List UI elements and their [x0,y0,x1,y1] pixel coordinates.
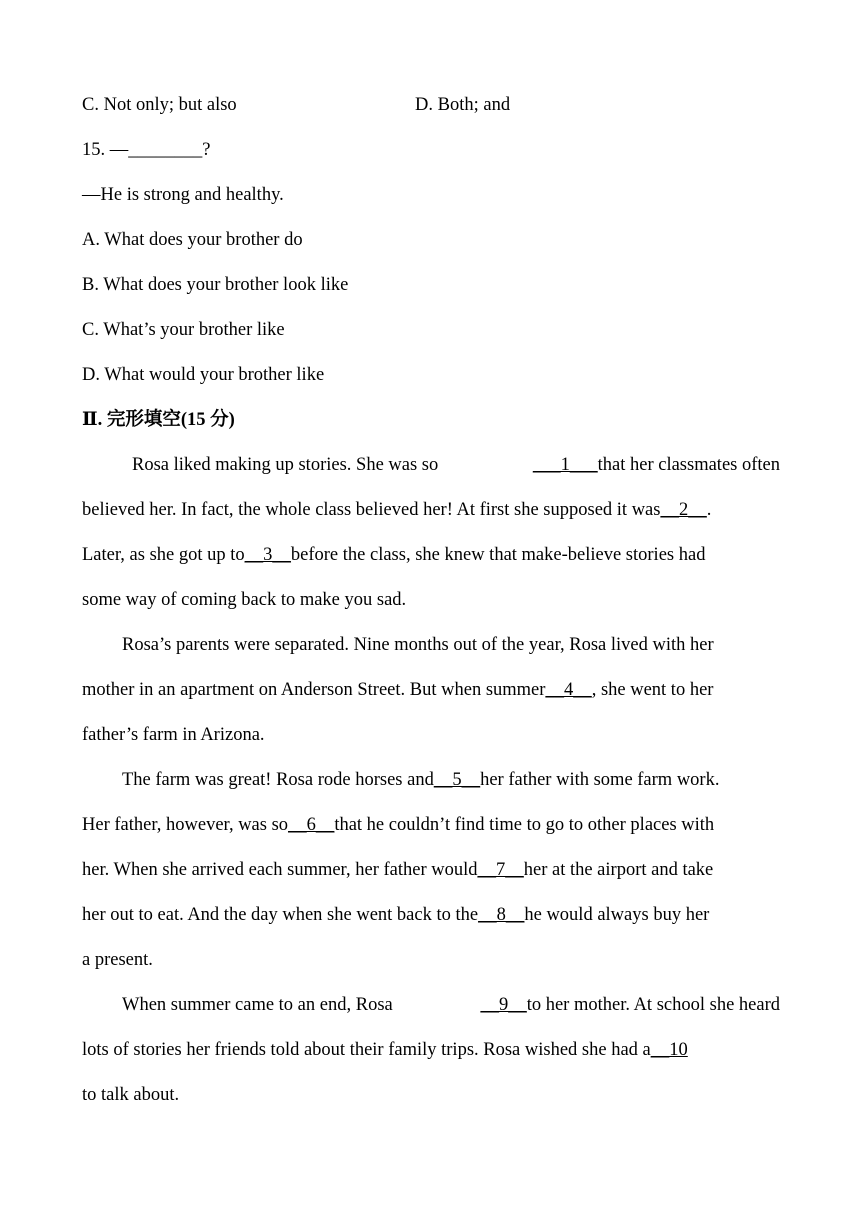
q15-stem: 15. —________? [82,140,211,160]
passage-line [82,859,713,881]
passage-line [82,679,713,701]
blank-6: __6__ [288,815,335,835]
passage-text: When summer came to an end, Rosa [122,995,393,1015]
passage-text: her father with some farm work. [480,770,720,790]
passage-text: Later, as she got up to [82,545,245,565]
passage-text: Her father, however, was so [82,815,289,835]
passage-line [122,994,780,1016]
passage-line [82,1039,688,1061]
q15-option-d: D. What would your brother like [82,365,325,385]
passage-text: to her mother. At school she heard [526,995,780,1015]
passage-line [122,769,719,791]
blank-8: __8__ [478,905,525,925]
blank-1: ___1___ [532,455,598,475]
blank-10: __10 [650,1040,688,1060]
passage-text: The farm was great! Rosa rode horses and [122,770,434,790]
q14-option-d: D. Both; and [415,95,511,115]
blank-9: __9__ [480,995,527,1015]
passage-text: her out to eat. And the day when she went back to the [82,905,479,925]
passage-line [82,544,705,566]
passage-text: her at the airport and take [523,860,714,880]
passage-text: Rosa liked making up stories. She was so [132,455,439,475]
blank-5: __5__ [433,770,481,790]
blank-3: __3__ [244,545,291,565]
passage-line: Rosa’s parents were separated. Nine months out of the year, Rosa lived with her [122,635,714,655]
q15-option-a: A. What does your brother do [82,230,303,250]
passage-text: he would always buy her [524,905,710,925]
q14-option-c: C. Not only; but also [82,95,237,115]
q15-option-b: B. What does your brother look like [82,275,349,295]
passage-text: her. When she arrived each summer, her father would [82,860,478,880]
passage-text: lots of stories her friends told about their family trips. Rosa wished she had a [82,1040,651,1060]
passage-line: some way of coming back to make you sad. [82,590,407,610]
blank-7: __7__ [477,860,524,880]
passage-line [82,904,709,926]
blank-2: __2__ [660,500,707,520]
passage-line: a present. [82,950,153,970]
passage-text: that he couldn’t find time to go to other places with [334,815,715,835]
q15-option-c: C. What’s your brother like [82,320,285,340]
passage-text: believed her. In fact, the whole class believed her! At first she supposed it was [82,500,661,520]
section-title: Ⅱ. 完形填空(15 分) [82,410,235,430]
passage-text: that her classmates often [597,455,780,475]
passage-line: to talk about. [82,1085,180,1105]
passage-text: before the class, she knew that make-believe stories had [290,545,706,565]
q15-answer-line: —He is strong and healthy. [82,185,284,205]
passage-text: . [706,500,712,520]
blank-4: __4__ [545,680,592,700]
passage-line: father’s farm in Arizona. [82,725,265,745]
passage-text: , she went to her [591,680,714,700]
passage-line [82,499,711,521]
passage-text: mother in an apartment on Anderson Street. But when summer [82,680,546,700]
passage-line [132,454,780,476]
passage-line [82,814,714,836]
